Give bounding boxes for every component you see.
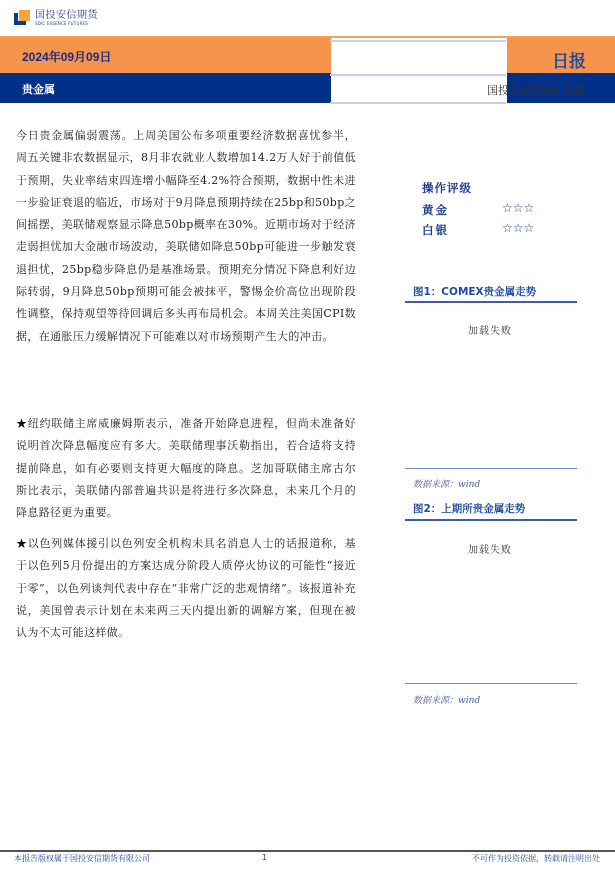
report-type-box	[331, 38, 507, 103]
header-box-rule-top	[330, 40, 506, 42]
rating-label: 黄金	[422, 203, 449, 217]
figure-2-load-status: 加载失败	[468, 545, 512, 556]
page-number: 1	[262, 853, 268, 862]
bullet-star-icon: ★	[16, 417, 28, 430]
footer-disclaimer: 不可作为投资依据，转载请注明出处	[472, 854, 600, 863]
header-box-rule-bottom	[330, 102, 506, 104]
rating-title: 操作评级	[422, 181, 472, 195]
footer-copyright: 本报告版权属于国投安信期货有限公司	[14, 854, 150, 863]
figure-2-bottom-rule	[405, 683, 577, 684]
header-box-rule-mid	[330, 74, 506, 76]
rating-stars-icon: ☆☆☆	[502, 221, 535, 235]
figure-2-source: 数据来源：wind	[413, 696, 481, 706]
institute-name: 国投安信期货研究院	[487, 84, 586, 97]
figure-2-rule	[405, 519, 577, 521]
figure-1-load-status: 加载失败	[468, 326, 512, 337]
report-type: 日报	[552, 52, 586, 72]
report-date: 2024年09月09日	[22, 50, 112, 64]
paragraph-geopolitics-text: 以色列媒体援引以色列安全机构未具名消息人士的话报道称，基于以色列5月份提出的方案达成分阶段人质停火协议的可能性“接近于零”，以色列谈判代表中存在“非常广泛的悲观情绪”。该报道补充说，美国曾表示计划在未来两三天内提出新的调解方案，但现在被认为不太可能这样做。	[16, 537, 356, 640]
paragraph-fed-comments-text: 纽约联储主席威廉姆斯表示，准备开始降息进程，但尚未准备好说明首次降息幅度应有多大。美联储理事沃勒指出，若合适将支持提前降息，如有必要则支持更大幅度的降息。芝加哥联储主席古尔斯比表示，美联储内部普遍共识是将进行多次降息，未来几个月的降息路径更为重要。	[16, 417, 356, 520]
bullet-star-icon: ★	[16, 537, 28, 550]
figure-1-rule	[405, 301, 577, 303]
paragraph-geopolitics	[16, 533, 356, 644]
figure-1-bottom-rule	[405, 468, 577, 469]
footer-divider	[0, 850, 615, 852]
figure-1-title: 图1：COMEX贵金属走势	[413, 286, 537, 298]
figure-2-title: 图2：上期所贵金属走势	[413, 503, 526, 515]
rating-label: 白银	[422, 223, 449, 237]
paragraph-fed-comments	[16, 413, 356, 524]
rating-row-gold	[422, 201, 535, 218]
figure-1-source: 数据来源：wind	[413, 480, 481, 490]
logo-mark-icon	[14, 10, 30, 26]
logo-name-en: SDIC ESSENCE FUTURES	[35, 20, 89, 26]
company-logo	[14, 10, 98, 26]
rating-stars-icon: ☆☆☆	[502, 201, 535, 215]
report-category: 贵金属	[22, 83, 55, 96]
logo-name-cn: 国投安信期货	[35, 9, 98, 21]
rating-row-silver	[422, 221, 535, 238]
paragraph-market-summary: 今日贵金属偏弱震荡。上周美国公布多项重要经济数据喜忧参半，周五关键非农数据显示，8月非农就业人数增加14.2万人好于前值低于预期，失业率结束四连增小幅降至4.2%符合预期，数据中性未进一步验证衰退的临近，市场对于9月降息预期持续在25bp和50bp之间摇摆，美联储观察显示降息50bp概率在30%。近期市场对于经济走弱担忧加大金融市场波动，美联储如降息50bp可能进一步触发衰退担忧，25bp稳步降息仍是基准场景。预期充分情况下降息利好边际转弱，9月降息50bp预期可能会被抹平，警惕金价高位出现阶段性调整，保持观望等待回调后多头再布局机会。本周关注美国CPI数据，在通胀压力缓解情况下可能难以对市场预期产生大的冲击。	[16, 129, 356, 343]
